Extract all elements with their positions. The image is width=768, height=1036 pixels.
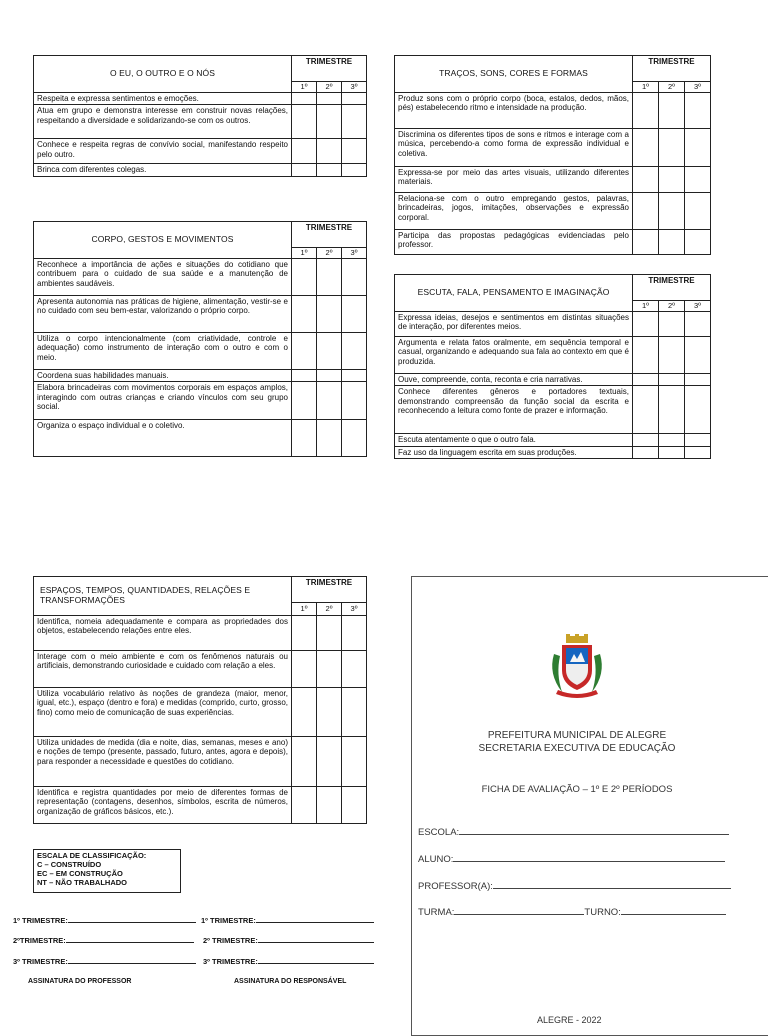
table-row: Expressa ideias, desejos e sentimentos em distintas situações de interação, por diferentes meios.: [395, 312, 633, 337]
checkbox-cell[interactable]: [317, 105, 342, 139]
checkbox-cell[interactable]: [292, 420, 317, 457]
table-row: Conhece e respeita regras de convívio social, manifestando respeito pelo outro.: [34, 139, 292, 164]
checkbox-cell[interactable]: [685, 230, 711, 255]
checkbox-cell[interactable]: [633, 434, 659, 446]
checkbox-cell[interactable]: [633, 386, 659, 434]
table-row: Identifica e registra quantidades por meio de diferentes formas de representação (contagens, desenhos, símbolos, escrita de números, organização de gráficos básicos, etc.).: [34, 787, 292, 824]
table-espacos-tempos: [33, 576, 367, 824]
table-row: Brinca com diferentes colegas.: [34, 164, 292, 176]
table-row: Interage com o meio ambiente e com os fenômenos naturais ou artificiais, demonstrando curiosidade e cuidado com relação a eles.: [34, 651, 292, 688]
checkbox-cell[interactable]: [317, 93, 342, 105]
checkbox-cell[interactable]: [292, 651, 317, 688]
checkbox-cell[interactable]: [292, 787, 317, 824]
checkbox-cell[interactable]: [659, 312, 685, 337]
col-2: 2º: [317, 603, 342, 616]
col-1: 1º: [292, 248, 317, 259]
checkbox-cell[interactable]: [659, 386, 685, 434]
table-escuta-fala: [394, 274, 711, 459]
checkbox-cell[interactable]: [317, 296, 342, 333]
checkbox-cell[interactable]: [342, 737, 367, 787]
table-row: Relaciona-se com o outro empregando gestos, palavras, brincadeiras, jogos, imitações, observações e expressão corporal.: [395, 193, 633, 230]
checkbox-cell[interactable]: [317, 420, 342, 457]
signature-line-left-3[interactable]: 3º TRIMESTRE:: [13, 955, 196, 966]
table-row: Faz uso da linguagem escrita em suas produções.: [395, 446, 633, 458]
checkbox-cell[interactable]: [342, 616, 367, 651]
form-subtitle: FICHA DE AVALIAÇÃO – 1º E 2º PERÍODOS: [481, 784, 673, 795]
table-row: Utiliza unidades de medida (dia e noite, dias, semanas, meses e ano) e noções de tempo (presente, passado, futuro, antes, agora e depois), para responder a necessidade e questões do cotidiano.: [34, 737, 292, 787]
turno-label: TURNO:: [584, 907, 621, 918]
checkbox-cell[interactable]: [342, 93, 367, 105]
escola-field[interactable]: ESCOLA:: [418, 825, 729, 838]
checkbox-cell[interactable]: [659, 337, 685, 374]
table-eu-outro-nos: [33, 55, 367, 177]
checkbox-cell[interactable]: [317, 333, 342, 370]
checkbox-cell[interactable]: [342, 420, 367, 457]
col-3: 3º: [685, 301, 711, 312]
trimestre-header: TRIMESTRE: [633, 275, 711, 301]
table-row: Participa das propostas pedagógicas evidenciadas pelo professor.: [395, 230, 633, 255]
turma-field[interactable]: TURMA: TURNO:: [418, 905, 726, 918]
table-title: ESPAÇOS, TEMPOS, QUANTIDADES, RELAÇÕES E TRANSFORMAÇÕES: [34, 577, 292, 616]
scale-title: ESCALA DE CLASSIFICAÇÃO:: [37, 851, 147, 860]
table-row: Atua em grupo e demonstra interesse em construir novas relações, respeitando a diversidade e solidarizando-se com os outros.: [34, 105, 292, 139]
table-tracos-sons: [394, 55, 711, 255]
municipal-crest-icon: [544, 634, 610, 700]
signature-line-left-1[interactable]: 1º TRIMESTRE:: [13, 914, 196, 925]
checkbox-cell[interactable]: [317, 787, 342, 824]
checkbox-cell[interactable]: [292, 164, 317, 176]
checkbox-cell[interactable]: [317, 164, 342, 176]
checkbox-cell[interactable]: [685, 93, 711, 129]
col-1: 1º: [633, 301, 659, 312]
checkbox-cell[interactable]: [685, 446, 711, 458]
col-3: 3º: [342, 248, 367, 259]
table-row: Elabora brincadeiras com movimentos corporais em espaços amplos, interagindo com outras crianças e criando vínculos com seu grupo social.: [34, 382, 292, 420]
table-row: Reconhece a importância de ações e situações do cotidiano que contribuem para o cuidado de sua saúde e a manutenção de ambientes saudáveis.: [34, 259, 292, 296]
prefeitura-title: PREFEITURA MUNICIPAL DE ALEGRE: [487, 730, 667, 741]
table-corpo-gestos: [33, 221, 367, 457]
checkbox-cell[interactable]: [292, 382, 317, 420]
checkbox-cell[interactable]: [292, 688, 317, 737]
table-title: TRAÇOS, SONS, CORES E FORMAS: [395, 56, 633, 93]
checkbox-cell[interactable]: [292, 737, 317, 787]
checkbox-cell[interactable]: [659, 446, 685, 458]
checkbox-cell[interactable]: [685, 193, 711, 230]
checkbox-cell[interactable]: [342, 382, 367, 420]
signature-line-right-2[interactable]: 2º TRIMESTRE:: [203, 934, 374, 945]
table-row: Organiza o espaço individual e o coletivo.: [34, 420, 292, 457]
secretaria-title: SECRETARIA EXECUTIVA DE EDUCAÇÃO: [478, 743, 676, 754]
table-row: Discrimina os diferentes tipos de sons e ritmos e interage com a música, percebendo-a como forma de expressão individual e coletiva.: [395, 129, 633, 167]
scale-item: C – CONSTRUÍDO: [37, 860, 102, 869]
checkbox-cell[interactable]: [292, 139, 317, 164]
checkbox-cell[interactable]: [342, 105, 367, 139]
trimestre-header: TRIMESTRE: [292, 222, 367, 248]
checkbox-cell[interactable]: [317, 616, 342, 651]
checkbox-cell[interactable]: [659, 167, 685, 193]
checkbox-cell[interactable]: [292, 616, 317, 651]
signature-line-left-2[interactable]: 2ºTRIMESTRE:: [13, 934, 194, 945]
checkbox-cell[interactable]: [659, 374, 685, 386]
checkbox-cell[interactable]: [317, 139, 342, 164]
checkbox-cell[interactable]: [342, 164, 367, 176]
checkbox-cell[interactable]: [342, 139, 367, 164]
table-row: Escuta atentamente o que o outro fala.: [395, 434, 633, 446]
checkbox-cell[interactable]: [633, 312, 659, 337]
checkbox-cell[interactable]: [685, 434, 711, 446]
cover-footer-year: ALEGRE - 2022: [537, 1015, 602, 1025]
checkbox-cell[interactable]: [317, 382, 342, 420]
table-row: Respeita e expressa sentimentos e emoções.: [34, 93, 292, 105]
checkbox-cell[interactable]: [685, 374, 711, 386]
checkbox-cell[interactable]: [292, 105, 317, 139]
col-2: 2º: [317, 248, 342, 259]
checkbox-cell[interactable]: [292, 296, 317, 333]
checkbox-cell[interactable]: [317, 737, 342, 787]
col-2: 2º: [659, 82, 685, 93]
checkbox-cell[interactable]: [292, 333, 317, 370]
table-title: ESCUTA, FALA, PENSAMENTO E IMAGINAÇÃO: [395, 275, 633, 312]
checkbox-cell[interactable]: [633, 374, 659, 386]
trimestre-header: TRIMESTRE: [633, 56, 711, 82]
checkbox-cell[interactable]: [292, 370, 317, 382]
turno-line[interactable]: [621, 905, 726, 915]
col-3: 3º: [342, 603, 367, 616]
signature-line-right-1[interactable]: 1º TRIMESTRE:: [201, 914, 374, 925]
checkbox-cell[interactable]: [659, 434, 685, 446]
checkbox-cell[interactable]: [342, 370, 367, 382]
checkbox-cell[interactable]: [685, 386, 711, 434]
checkbox-cell[interactable]: [685, 167, 711, 193]
checkbox-cell[interactable]: [342, 259, 367, 296]
checkbox-cell[interactable]: [685, 312, 711, 337]
professor-signature-label: ASSINATURA DO PROFESSOR: [28, 978, 132, 985]
checkbox-cell[interactable]: [342, 651, 367, 688]
table-row: Ouve, compreende, conta, reconta e cria narrativas.: [395, 374, 633, 386]
classification-scale: [33, 849, 181, 893]
cover-page: [411, 576, 768, 1036]
responsavel-signature-label: ASSINATURA DO RESPONSÁVEL: [234, 978, 347, 985]
checkbox-cell[interactable]: [633, 230, 659, 255]
checkbox-cell[interactable]: [659, 93, 685, 129]
checkbox-cell[interactable]: [633, 446, 659, 458]
checkbox-cell[interactable]: [317, 651, 342, 688]
checkbox-cell[interactable]: [633, 129, 659, 167]
table-row: Produz sons com o próprio corpo (boca, estalos, dedos, mãos, pés) estabelecendo ritmo e intensidade na produção.: [395, 93, 633, 129]
checkbox-cell[interactable]: [292, 259, 317, 296]
table-row: Apresenta autonomia nas práticas de higiene, alimentação, vestir-se e no cuidado com seu bem-estar, valorizando o próprio corpo.: [34, 296, 292, 333]
checkbox-cell[interactable]: [685, 337, 711, 374]
checkbox-cell[interactable]: [685, 129, 711, 167]
col-2: 2º: [659, 301, 685, 312]
table-row: Identifica, nomeia adequadamente e compara as propriedades dos objetos, estabelecendo relações entre eles.: [34, 616, 292, 651]
trimestre-header: TRIMESTRE: [292, 577, 367, 603]
checkbox-cell[interactable]: [317, 370, 342, 382]
aluno-field[interactable]: ALUNO:: [418, 852, 725, 865]
checkbox-cell[interactable]: [659, 129, 685, 167]
col-3: 3º: [342, 82, 367, 93]
checkbox-cell[interactable]: [659, 230, 685, 255]
professor-field[interactable]: PROFESSOR(A):: [418, 879, 731, 892]
signature-line-right-3[interactable]: 3º TRIMESTRE:: [203, 955, 374, 966]
col-3: 3º: [685, 82, 711, 93]
scale-item: NT – NÃO TRABALHADO: [37, 878, 127, 887]
table-row: Expressa-se por meio das artes visuais, utilizando diferentes materiais.: [395, 167, 633, 193]
col-1: 1º: [292, 603, 317, 616]
checkbox-cell[interactable]: [633, 93, 659, 129]
col-1: 1º: [292, 82, 317, 93]
table-row: Utiliza vocabulário relativo às noções de grandeza (maior, menor, igual, etc.), espaço (dentro e fora) e medidas (comprido, curto, grosso, fino) como meio de comunicação de suas experiências.: [34, 688, 292, 737]
checkbox-cell[interactable]: [633, 337, 659, 374]
checkbox-cell[interactable]: [633, 193, 659, 230]
col-2: 2º: [317, 82, 342, 93]
table-title: CORPO, GESTOS E MOVIMENTOS: [34, 222, 292, 259]
table-row: Argumenta e relata fatos oralmente, em sequência temporal e casual, organizando e adequando sua fala ao contexto em que é produzida.: [395, 337, 633, 374]
checkbox-cell[interactable]: [292, 93, 317, 105]
col-1: 1º: [633, 82, 659, 93]
table-title: O EU, O OUTRO E O NÓS: [34, 56, 292, 93]
checkbox-cell[interactable]: [633, 167, 659, 193]
table-row: Conhece diferentes gêneros e portadores textuais, demonstrando compreensão da função social da escrita e reconhecendo a leitura como fonte de prazer e informação.: [395, 386, 633, 434]
table-row: Coordena suas habilidades manuais.: [34, 370, 292, 382]
checkbox-cell[interactable]: [342, 296, 367, 333]
checkbox-cell[interactable]: [342, 688, 367, 737]
scale-item: EC – EM CONSTRUÇÃO: [37, 869, 123, 878]
checkbox-cell[interactable]: [659, 193, 685, 230]
checkbox-cell[interactable]: [317, 259, 342, 296]
trimestre-header: TRIMESTRE: [292, 56, 367, 82]
checkbox-cell[interactable]: [317, 688, 342, 737]
checkbox-cell[interactable]: [342, 333, 367, 370]
table-row: Utiliza o corpo intencionalmente (com criatividade, controle e adequação) como instrumento de interação com o outro e com o meio.: [34, 333, 292, 370]
checkbox-cell[interactable]: [342, 787, 367, 824]
